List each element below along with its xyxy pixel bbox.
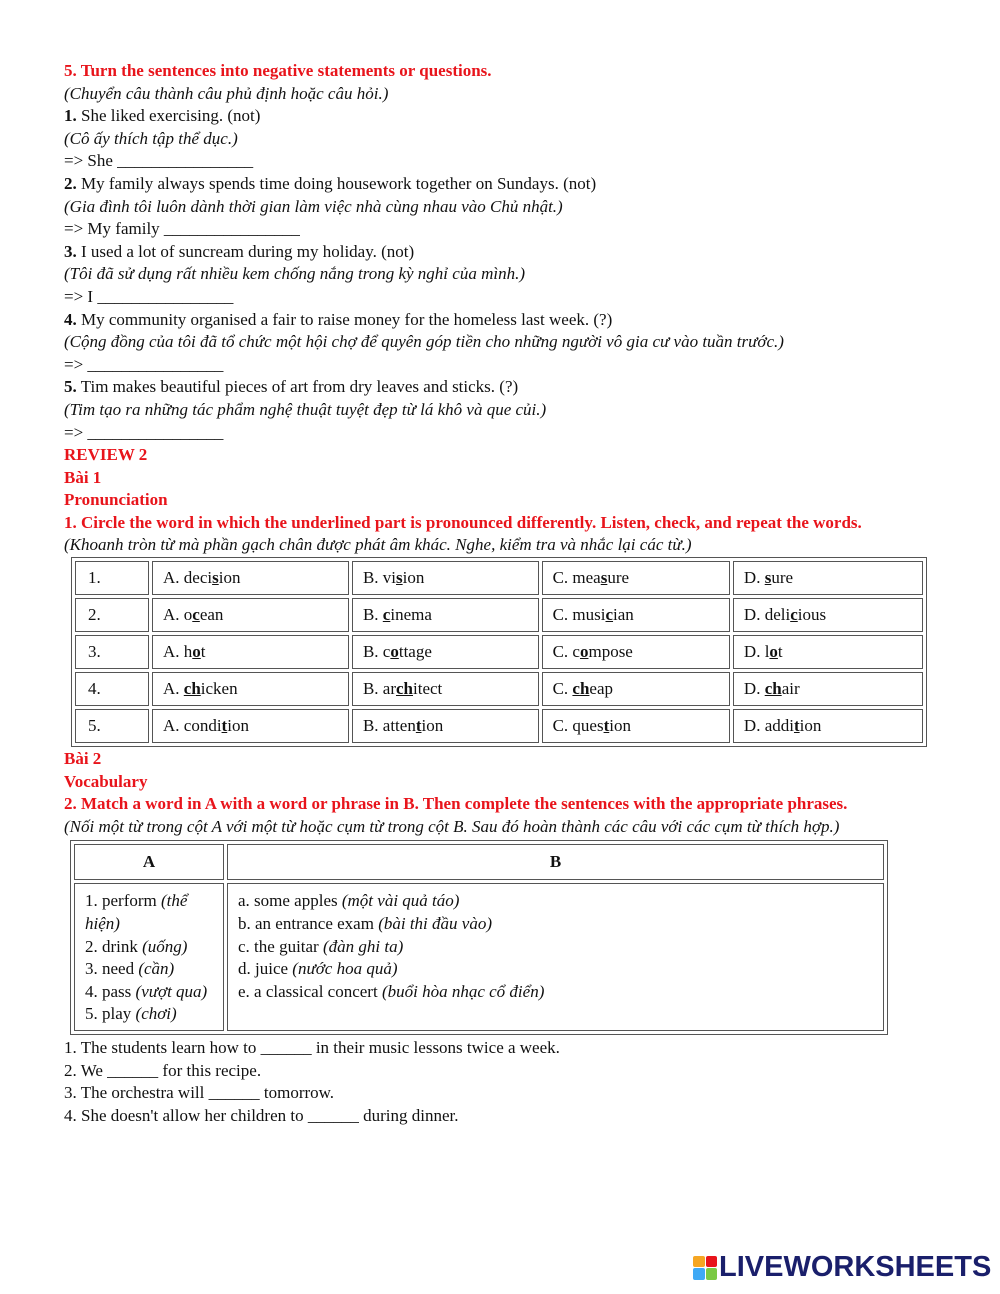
- underlined-part: t: [793, 716, 800, 736]
- column-a-item: [85, 936, 215, 959]
- option-text-end: mpose: [588, 642, 633, 662]
- exercise-item: [64, 309, 944, 332]
- completion-sentence: 4. She doesn't allow her children to ______ during dinner.: [64, 1105, 459, 1125]
- vocabulary-instruction: 2. Match a word in A with a word or phrase in B. Then complete the sentences with the appropriate phrases.: [64, 794, 848, 814]
- option-text-end: t: [777, 642, 783, 662]
- column-a-item: [85, 958, 215, 981]
- underlined-part: c: [790, 605, 798, 625]
- option-text-start: A. o: [163, 605, 193, 625]
- pronunciation-translation: (Khoanh tròn từ mà phần gạch chân được phát âm khác. Nghe, kiểm tra và nhắc lại các từ.): [64, 535, 692, 555]
- option-text-end: ion: [799, 716, 822, 736]
- column-a-list: [74, 883, 224, 1031]
- item-text: My community organised a fair to raise money for the homeless last week. (?): [76, 309, 613, 329]
- item-number: 4.: [64, 309, 77, 329]
- item-number: 1.: [64, 106, 77, 126]
- option-text-end: itect: [413, 679, 443, 699]
- option-text-end: t: [200, 642, 206, 662]
- item-text: My family always spends time doing housework together on Sundays. (not): [76, 173, 597, 193]
- item-answer-line: => She ________________: [64, 151, 254, 171]
- underlined-part: t: [221, 716, 228, 736]
- item-text: I used a lot of suncream during my holiday. (not): [76, 241, 415, 261]
- bai2-heading: Bài 2: [64, 749, 102, 769]
- section5-subtitle: (Chuyển câu thành câu phủ định hoặc câu hỏi.): [64, 83, 389, 103]
- completion-sentence: 1. The students learn how to ______ in their music lessons twice a week.: [64, 1038, 560, 1057]
- option-text-start: B.: [362, 605, 383, 625]
- option-text-end: ion: [218, 568, 241, 588]
- pron-option[interactable]: [352, 561, 539, 595]
- item-word: 1. perform: [85, 891, 162, 911]
- item-number: 3.: [64, 241, 77, 261]
- option-text-start: A. h: [163, 642, 193, 662]
- option-text-end: icken: [200, 679, 238, 699]
- underlined-part: o: [769, 642, 778, 662]
- pronunciation-heading: Pronunciation: [64, 490, 168, 510]
- option-text-end: ean: [199, 605, 224, 625]
- option-text-end: ion: [421, 716, 444, 736]
- option-text-start: C. mea: [552, 568, 601, 588]
- pron-row: [75, 672, 923, 706]
- underlined-part: c: [382, 605, 391, 625]
- pron-option[interactable]: [542, 561, 730, 595]
- option-text-end: ion: [227, 716, 249, 736]
- column-b-item: [238, 981, 873, 1004]
- item-word: d. juice: [238, 959, 293, 979]
- pron-row: [75, 635, 923, 669]
- column-a-item: [85, 890, 215, 935]
- underlined-part: ch: [183, 679, 201, 699]
- item-translation: (Cô ấy thích tập thể dục.): [64, 128, 238, 148]
- column-b-header: B: [227, 844, 884, 880]
- option-text-start: A.: [163, 679, 184, 699]
- underlined-part: s: [212, 568, 219, 588]
- pron-option[interactable]: [733, 598, 923, 632]
- logo-grid-icon: [693, 1256, 717, 1280]
- option-text-start: D. addi: [743, 716, 794, 736]
- pron-option[interactable]: [352, 672, 539, 706]
- item-word: c. the guitar: [238, 936, 323, 956]
- pron-option[interactable]: [542, 635, 730, 669]
- option-text-start: C. musi: [552, 605, 606, 625]
- option-text-start: B. c: [362, 642, 391, 662]
- pron-option[interactable]: [733, 672, 923, 706]
- item-word: 5. play: [85, 1004, 136, 1024]
- item-number: 5.: [64, 377, 77, 397]
- item-word: 4. pass: [85, 981, 136, 1001]
- pron-row-number: 4.: [75, 672, 149, 706]
- option-text-start: D.: [743, 679, 765, 699]
- item-word: a. some apples: [238, 891, 342, 911]
- completion-sentence: 2. We ______ for this recipe.: [64, 1060, 262, 1080]
- completion-sentence: 3. The orchestra will ______ tomorrow.: [64, 1083, 335, 1103]
- item-translation: (bài thi đầu vào): [378, 914, 492, 934]
- item-translation: (Gia đình tôi luôn dành thời gian làm việc nhà cùng nhau vào Chủ nhật.): [64, 196, 563, 216]
- option-text-start: A. condi: [163, 716, 222, 736]
- section5-items: [64, 105, 944, 444]
- pron-row: [75, 709, 923, 743]
- liveworksheets-logo: [693, 1251, 991, 1284]
- item-translation: (nước hoa quả): [292, 959, 398, 979]
- pron-option[interactable]: [152, 561, 349, 595]
- item-word: 3. need: [85, 959, 139, 979]
- underlined-part: t: [603, 716, 610, 736]
- review-heading: REVIEW 2: [64, 445, 148, 465]
- column-b-item: [238, 936, 873, 959]
- pronunciation-table: [71, 557, 927, 747]
- option-text-start: D. l: [743, 642, 770, 662]
- item-word: 2. drink: [85, 936, 143, 956]
- item-translation: (Tim tạo ra những tác phẩm nghệ thuật tuyệt đẹp từ lá khô và que củi.): [64, 399, 547, 419]
- pron-option[interactable]: [152, 709, 349, 743]
- item-translation: (uống): [142, 936, 188, 956]
- pron-option[interactable]: [152, 598, 349, 632]
- option-text-end: inema: [390, 605, 432, 625]
- completion-sentences: [64, 1037, 944, 1127]
- item-answer-line: => I ________________: [64, 286, 234, 306]
- item-answer-line: => My family ________________: [64, 219, 300, 239]
- pron-option[interactable]: [352, 635, 539, 669]
- pron-row-number: 1.: [75, 561, 149, 595]
- underlined-part: o: [192, 642, 201, 662]
- option-text-end: ure: [771, 568, 794, 588]
- option-text-end: ttage: [398, 642, 432, 662]
- exercise-item: [64, 105, 944, 128]
- pron-row-number: 5.: [75, 709, 149, 743]
- column-a-item: [85, 1003, 215, 1026]
- item-translation: (cần): [138, 959, 175, 979]
- option-text-start: B. atten: [362, 716, 416, 736]
- column-a-item: [85, 981, 215, 1004]
- pron-option[interactable]: [352, 598, 539, 632]
- pron-option[interactable]: [733, 635, 923, 669]
- pron-option[interactable]: [352, 709, 539, 743]
- option-text-end: ian: [613, 605, 634, 625]
- item-text: Tim makes beautiful pieces of art from dry leaves and sticks. (?): [76, 377, 519, 397]
- item-translation: (Cộng đồng của tôi đã tổ chức một hội chợ để quyên góp tiền cho những người vô gia cư vào tuần trước.): [64, 332, 784, 352]
- pron-row-number: 2.: [75, 598, 149, 632]
- underlined-part: o: [390, 642, 399, 662]
- option-text-start: D.: [743, 568, 765, 588]
- option-text-start: C.: [552, 679, 573, 699]
- logo-text: LIVEWORKSHEETS: [719, 1251, 992, 1283]
- pron-option[interactable]: [542, 598, 730, 632]
- item-translation: (vượt qua): [135, 981, 208, 1001]
- column-b-item: [238, 913, 873, 936]
- bai1-heading: Bài 1: [64, 467, 102, 487]
- item-text: She liked exercising. (not): [76, 106, 261, 126]
- item-translation: (Tôi đã sử dụng rất nhiều kem chống nắng trong kỳ nghỉ của mình.): [64, 264, 525, 284]
- exercise-item: [64, 376, 944, 399]
- exercise-item: [64, 173, 944, 196]
- column-b-list: [227, 883, 884, 1031]
- pron-row-number: 3.: [75, 635, 149, 669]
- pron-option[interactable]: [542, 672, 730, 706]
- pron-option[interactable]: [733, 561, 923, 595]
- underlined-part: c: [192, 605, 200, 625]
- underlined-part: ch: [764, 679, 782, 699]
- pron-row: [75, 598, 923, 632]
- column-b-item: [238, 890, 873, 913]
- pronunciation-instruction: 1. Circle the word in which the underlined part is pronounced differently. Listen, check, and repeat the words.: [64, 512, 862, 532]
- section5-title: 5. Turn the sentences into negative statements or questions.: [64, 61, 492, 80]
- item-translation: (buổi hòa nhạc cổ điển): [381, 981, 545, 1001]
- vocabulary-heading: Vocabulary: [64, 771, 148, 791]
- option-text-end: air: [781, 679, 800, 699]
- pron-option[interactable]: [152, 672, 349, 706]
- option-text-start: B. vi: [362, 568, 397, 588]
- option-text-end: ion: [609, 716, 631, 736]
- option-text-end: ion: [402, 568, 425, 588]
- exercise-item: [64, 241, 944, 264]
- pron-row: [75, 561, 923, 595]
- document-page: [64, 60, 944, 1127]
- item-translation: (đàn ghi ta): [322, 936, 404, 956]
- underlined-part: ch: [572, 679, 590, 699]
- option-text-end: ious: [797, 605, 827, 625]
- underlined-part: s: [764, 568, 772, 588]
- option-text-start: B. ar: [362, 679, 396, 699]
- item-translation: (một vài quả táo): [341, 891, 460, 911]
- option-text-end: eap: [589, 679, 614, 699]
- column-b-item: [238, 958, 873, 981]
- item-word: b. an entrance exam: [238, 914, 379, 934]
- item-translation: (chơi): [135, 1004, 177, 1024]
- option-text-start: C. ques: [552, 716, 604, 736]
- underlined-part: t: [415, 716, 422, 736]
- pron-option[interactable]: [152, 635, 349, 669]
- column-a-header: A: [74, 844, 224, 880]
- option-text-start: A. deci: [163, 568, 213, 588]
- item-number: 2.: [64, 173, 77, 193]
- item-translation: (thể hiện): [85, 891, 188, 934]
- option-text-start: D. deli: [743, 605, 791, 625]
- pron-option[interactable]: [733, 709, 923, 743]
- option-text-start: C. c: [552, 642, 580, 662]
- underlined-part: c: [605, 605, 614, 625]
- pron-option[interactable]: [542, 709, 730, 743]
- underlined-part: s: [600, 568, 608, 588]
- option-text-end: ure: [607, 568, 630, 588]
- underlined-part: ch: [396, 679, 413, 699]
- item-answer-line: => ________________: [64, 354, 224, 374]
- underlined-part: o: [579, 642, 589, 662]
- underlined-part: s: [396, 568, 403, 588]
- item-word: e. a classical concert: [238, 981, 382, 1001]
- vocabulary-translation: (Nối một từ trong cột A với một từ hoặc cụm từ trong cột B. Sau đó hoàn thành các câu với các cụm từ thích hợp.): [64, 816, 840, 836]
- matching-table: [70, 840, 888, 1035]
- item-answer-line: => ________________: [64, 422, 224, 442]
